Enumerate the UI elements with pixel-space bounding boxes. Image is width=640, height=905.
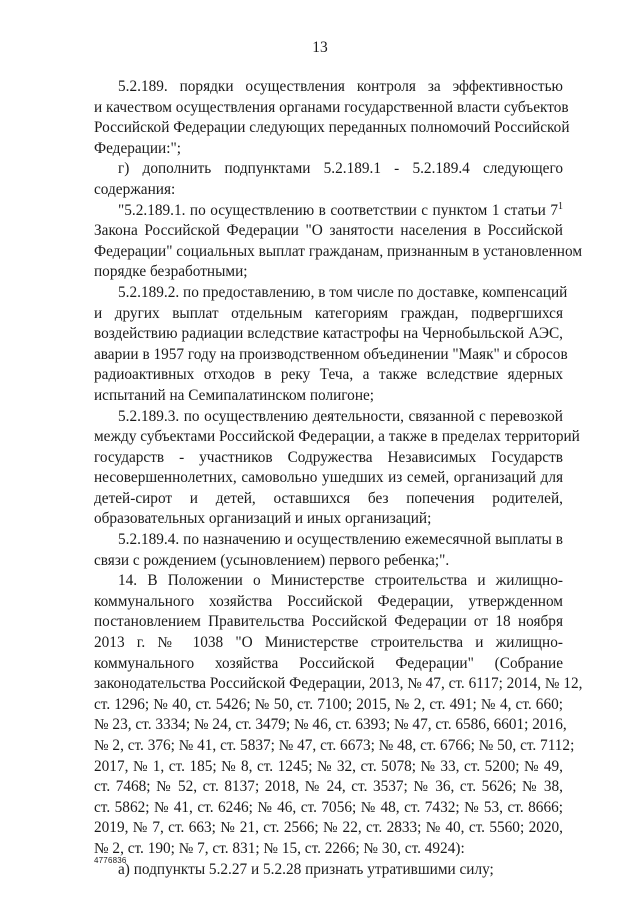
text-line: детей-сирот и детей, оставшихся без попечения родителей, <box>94 489 563 507</box>
text-line: порядке безработными; <box>94 263 248 281</box>
text-line: 5.2.189.3. по осуществлению деятельности, связанной с перевозкой <box>118 407 563 425</box>
text-line: 5.2.189.2. по предоставлению, в том числе по доставке, компенсаций <box>118 283 568 301</box>
text-line: а) подпункты 5.2.27 и 5.2.28 признать утратившими силу; <box>118 860 494 878</box>
text-line: Федерации" социальных выплат гражданам, признанным в установленном <box>94 242 582 260</box>
paragraph-p-5-2-189-2 <box>94 283 568 407</box>
text-line: аварии в 1957 году на производственном объединении "Маяк" и сбросов <box>94 345 568 363</box>
text-line: и качеством осуществления органами государственной власти субъектов <box>94 98 569 116</box>
text-line: Федерации:"; <box>94 139 181 157</box>
text-line: 2019, № 7, ст. 663; № 21, ст. 2566; № 22, ст. 2833; № 40, ст. 5560; 2020, <box>94 819 563 837</box>
text-line: воздействию радиации вследствие катастрофы на Чернобыльской АЭС, <box>94 325 563 343</box>
document-code: 4776836 <box>94 856 127 865</box>
text-line: испытаний на Семипалатинском полигоне; <box>94 386 375 404</box>
paragraph-p-5-2-189-3 <box>94 407 580 531</box>
text-line: Российской Федерации следующих переданных полномочий Российской <box>94 119 570 137</box>
text-line: и других выплат отдельным категориям граждан, подвергшихся <box>94 304 563 322</box>
text-line: 2017, № 1, ст. 185; № 8, ст. 1245; № 32, ст. 5078; № 33, ст. 5200; № 49, <box>94 757 563 775</box>
text-line: несовершеннолетних, самовольно ушедших из семей, организаций для <box>94 469 563 487</box>
text-line: образовательных организаций и иных организаций; <box>94 510 432 528</box>
page-number: 13 <box>312 39 328 56</box>
text-line: законодательства Российской Федерации, 2013, № 47, ст. 6117; 2014, № 12, <box>94 675 583 693</box>
text-line: коммунального хозяйства Российской Федерации" (Собрание <box>94 654 563 672</box>
paragraph-p-5-2-189-1 <box>94 200 582 283</box>
paragraph-p-5-2-189-4 <box>94 530 563 571</box>
text-line: № 2, ст. 376; № 41, ст. 5837; № 47, ст. 6673; № 48, ст. 6766; № 50, ст. 7112; <box>94 737 575 754</box>
text-line: № 23, ст. 3334; № 24, ст. 3479; № 46, ст. 6393; № 47, ст. 6586, 6601; 2016, <box>94 716 567 734</box>
text-line: г) дополнить подпунктами 5.2.189.1 - 5.2.189.4 следующего <box>118 160 563 178</box>
text-line: № 2, ст. 190; № 7, ст. 831; № 15, ст. 2266; № 30, ст. 4924): <box>94 839 465 857</box>
text-line: государств - участников Содружества Независимых Государств <box>94 448 563 466</box>
text-line: постановлением Правительства Российской Федерации от 18 ноября <box>94 613 563 631</box>
text-line: ст. 5862; № 41, ст. 6246; № 46, ст. 7056; № 48, ст. 7432; № 53, ст. 8666; <box>94 798 563 816</box>
text-line: содержания: <box>94 180 176 198</box>
text-line: ст. 1296; № 40, ст. 5426; № 50, ст. 7100; 2015, № 2, ст. 491; № 4, ст. 660; <box>94 695 563 713</box>
text-line: 5.2.189. порядки осуществления контроля за эффективностью <box>118 78 563 95</box>
paragraph-p-14 <box>94 571 583 859</box>
text-line: между субъектами Российской Федерации, а также в пределах территорий <box>94 428 580 446</box>
paragraph-p-a <box>94 860 563 881</box>
text-line: коммунального хозяйства Российской Федерации, утвержденном <box>94 592 563 610</box>
text-line: 5.2.189.4. по назначению и осуществлению ежемесячной выплаты в <box>118 531 563 549</box>
paragraph-p-g <box>94 159 563 200</box>
document-body <box>94 77 583 880</box>
text-line: радиоактивных отходов в реку Теча, а также вследствие ядерных <box>94 366 563 384</box>
text-line: 14. В Положении о Министерстве строительства и жилищно- <box>118 572 563 590</box>
text-line: 2013 г. № 1038 "О Министерстве строительства и жилищно- <box>94 634 563 652</box>
text-line: "5.2.189.1. по осуществлению в соответствии с пунктом 1 статьи $7^1$ <box>118 200 563 219</box>
text-line: Закона Российской Федерации "О занятости населения в Российской <box>94 222 563 240</box>
text-line: ст. 7468; № 52, ст. 8137; 2018, № 24, ст. 3537; № 36, ст. 5626; № 38, <box>94 778 563 796</box>
text-line: связи с рождением (усыновлением) первого ребенка;". <box>94 551 450 569</box>
superscript: 1 <box>558 200 563 212</box>
paragraph-p-5-2-189 <box>94 77 570 159</box>
